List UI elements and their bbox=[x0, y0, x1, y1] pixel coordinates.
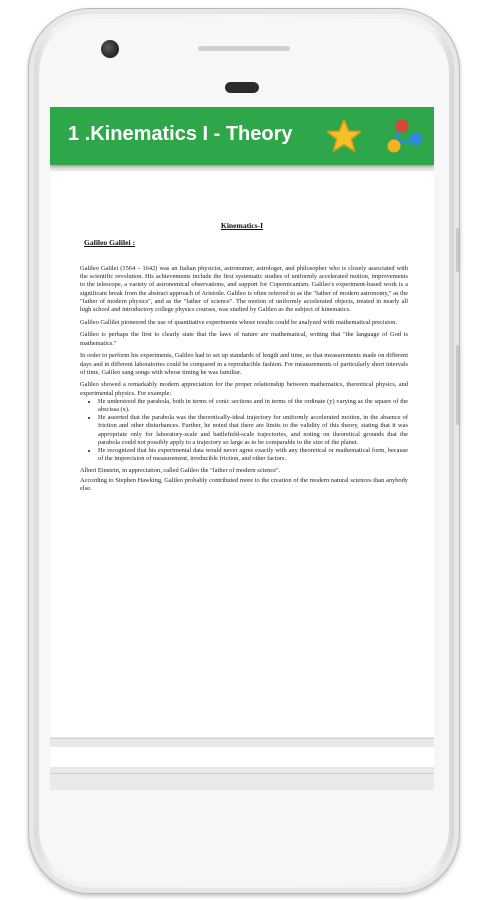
earpiece-speaker bbox=[198, 46, 290, 51]
page-divider bbox=[50, 738, 434, 739]
share-button[interactable] bbox=[384, 118, 424, 156]
paragraph: Galileo showed a remarkably modern appreciation for the proper relationship between mathematics, theoretical physics, and experimental physics. For example: bbox=[80, 381, 408, 397]
paragraph: According to Stephen Hawking, Galileo probably contributed more to the creation of the modern natural sciences than anybody else. bbox=[80, 476, 408, 492]
paragraph: Albert Einstein, in appreciation, called Galileo the "father of modern science". bbox=[80, 467, 281, 475]
paragraph: In order to perform his experiments, Galileo had to set up standards of length and time, so that measurements made on different days and in different laboratories could be compared in a reproducible fashion. For measurements of particularly short intervals of time, Galileo sang songs with whose timing he was familiar. bbox=[80, 352, 408, 376]
bullet-list bbox=[80, 398, 408, 464]
next-page-strip bbox=[50, 747, 434, 767]
volume-button bbox=[456, 345, 459, 425]
star-icon bbox=[326, 119, 362, 153]
list-item: • He understood the parabola, both in terms of conic sections and in terms of the ordinate (y) varying as the square of the abscissa (x). bbox=[98, 398, 408, 414]
proximity-sensor bbox=[225, 82, 259, 93]
list-item: • He recognized that his experimental data would never agree exactly with any theoretical or mathematical form, because of the imprecision of measurement, irreducible friction, and other factors. bbox=[98, 447, 408, 463]
document-title: Kinematics-I bbox=[220, 221, 264, 230]
front-camera bbox=[101, 40, 119, 58]
paragraph: Galileo is perhaps the first to clearly state that the laws of nature are mathematical, writing that "the language of God is mathematics." bbox=[80, 331, 408, 347]
paragraph: Galileo Galilei (1564 – 1642) was an Italian physicist, astronomer, astrologer, and philosopher who is closely associated with the scientific revolution. His achievements include the first systematic studies of uniformly accelerated motion, improvements to the telescope, a variety of astronomical observations, and support for Copernicanism. Galileo's experiment-based work is a significant break from the abstract approach of Aristotle. Galileo is often referred to as the "father of modern astronomy," as the "father of modern physics", and as the "father of science". The motion of uniformly accelerated objects, treated in nearly all high school and introductory college physics courses, was studied by Galileo as the subject of kinematics. bbox=[80, 265, 408, 314]
section-heading: Galileo Galilei : bbox=[84, 238, 136, 247]
app-title: 1 .Kinematics I - Theory bbox=[68, 123, 293, 145]
app-bar bbox=[50, 107, 434, 165]
list-item: • He asserted that the parabola was the theoretically-ideal trajectory for uniformly accelerated motion, in the absence of friction and other disturbances. Further, he noted that there are limits to the validity of this theory, stating that it was appropriate only for laboratory-scale and battlefield-scale trajectories, and noting on theoretical grounds that the parabola could not possibly apply to a trajectory so large as to be comparable to the size of the planet. bbox=[98, 414, 408, 447]
paragraph: Galileo Gallilei pioneered the use of quantitative experiments whose results could be analyzed with mathematical precision. bbox=[80, 318, 397, 326]
power-button bbox=[456, 228, 459, 272]
document-body bbox=[80, 265, 408, 498]
share-icon bbox=[384, 118, 424, 156]
screen bbox=[50, 107, 434, 790]
page-divider bbox=[50, 773, 434, 774]
document-page[interactable] bbox=[50, 171, 434, 737]
favorite-button[interactable] bbox=[326, 119, 362, 153]
